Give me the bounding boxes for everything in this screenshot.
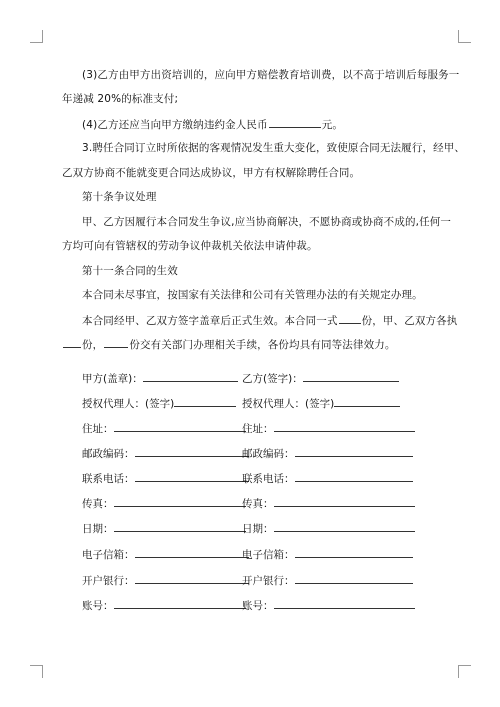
- party-b-agent-field: 授权代理人：(签字): [242, 396, 400, 411]
- party-b-bank-field: 开户银行：: [242, 573, 413, 588]
- clause-item-4-unit: 元。: [321, 119, 344, 131]
- article-10-title: 第十条争议处理: [82, 191, 157, 203]
- clause-item-4-text: (4)乙方还应当向甲方缴纳违约金人民币: [82, 119, 268, 131]
- article-11-body-2-c: 份，: [82, 339, 104, 351]
- party-b-fax-field: 传真：: [242, 496, 415, 511]
- penalty-amount-blank: [269, 117, 321, 128]
- corner-mark-top-left: [30, 30, 43, 43]
- party-a-fax-field: 传真：: [82, 496, 246, 511]
- clause-item-3: (3)乙方由甲方出资培训的，应向甲方赔偿教育培训费，以不高于培训后每服务一: [82, 69, 460, 81]
- article-10-body-cont: 方均可向有管辖权的劳动争议仲裁机关依法申请仲裁。: [62, 240, 318, 252]
- party-a-address-field: 住址：: [82, 421, 246, 436]
- party-b-address-field: 住址：: [242, 421, 415, 436]
- corner-mark-bottom-right: [458, 665, 471, 678]
- copies-each-blank: [63, 337, 81, 348]
- copies-dept-blank: [104, 337, 128, 348]
- clause-3-main: 3.聘任合同订立时所依据的客观情况发生重大变化，致使原合同无法履行，经甲、: [82, 142, 466, 154]
- article-11-body-2-a: 本合同经甲、乙双方签字盖章后正式生效。本合同一式: [82, 315, 338, 327]
- party-a-email-field: 电子信箱：: [82, 547, 249, 562]
- article-11-body-2: [82, 313, 457, 328]
- copies-total-blank: [339, 313, 361, 324]
- article-11-body-2-d: 份交有关部门办理相关手续，各份均具有同等法律效力。: [129, 339, 396, 351]
- party-b-sign-field: 乙方(签字)：: [242, 371, 399, 386]
- party-b-phone-field: 联系电话：: [242, 471, 413, 486]
- party-a-phone-field: 联系电话：: [82, 471, 249, 486]
- corner-mark-bottom-left: [30, 665, 43, 678]
- article-11-body-2-cont: [62, 337, 396, 352]
- party-a-postcode-field: 邮政编码：: [82, 446, 249, 461]
- article-11-body-1: 本合同未尽事宜，按国家有关法律和公司有关管理办法的有关规定办理。: [82, 289, 423, 301]
- party-b-email-field: 电子信箱：: [242, 547, 413, 562]
- party-b-postcode-field: 邮政编码：: [242, 446, 413, 461]
- article-10-body: 甲、乙方因履行本合同发生争议,应当协商解决，不愿协商或协商不成的,任何一: [82, 216, 452, 228]
- party-a-bank-field: 开户银行：: [82, 573, 249, 588]
- party-a-account-field: 账号：: [82, 598, 246, 613]
- party-a-date-field: 日期：: [82, 521, 246, 536]
- clause-item-4: [82, 117, 343, 132]
- article-11-title: 第十一条合同的生效: [82, 265, 178, 277]
- party-b-date-field: 日期：: [242, 521, 415, 536]
- party-b-account-field: 账号：: [242, 598, 415, 613]
- party-a-agent-field: 授权代理人：(签字): [82, 396, 236, 411]
- party-a-seal-field: 甲方(盖章)：: [82, 371, 238, 386]
- article-11-body-2-b: 份，甲、乙双方各执: [361, 315, 458, 327]
- corner-mark-top-right: [458, 30, 471, 43]
- clause-3-main-cont: 乙双方协商不能就变更合同达成协议，甲方有权解除聘任合同。: [62, 167, 361, 179]
- clause-item-3-cont: 年递减 20%的标准支付;: [62, 93, 179, 105]
